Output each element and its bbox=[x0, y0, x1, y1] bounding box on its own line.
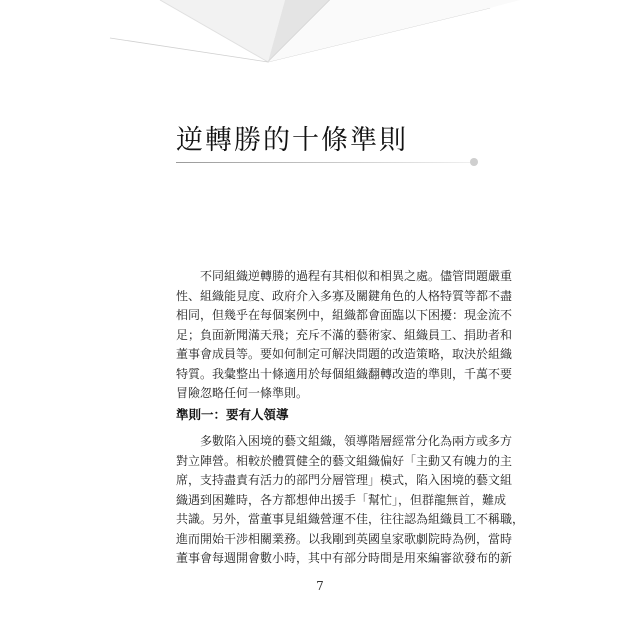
intro-line: 性、組織能見度、政府介入多寡及關鍵角色的人格特質等都不盡 bbox=[176, 288, 513, 303]
section-line: 多數陷入困境的藝文組織，領導階層經常分化為兩方或多方 bbox=[200, 434, 513, 448]
intro-line: 相同，但幾乎在每個案例中，組織都會面臨以下困擾：現金流不 bbox=[176, 308, 513, 322]
decorative-corner-graphic bbox=[0, 0, 640, 120]
section-heading: 準則一：要有人領導 bbox=[176, 407, 289, 422]
section-line: 對立陣營。相較於體質健全的藝文組織偏好「主動又有魄力的主 bbox=[176, 453, 513, 468]
title-underline-dot bbox=[470, 158, 478, 166]
page-number: 7 bbox=[316, 579, 324, 593]
section-line: 席，支持盡責有活力的部門分層管理」模式，陷入困境的藝文組 bbox=[176, 473, 513, 487]
intro-paragraph bbox=[176, 267, 513, 404]
section-line: 董事會每週開會數小時，其中有部分時間是用來編審欲發布的新 bbox=[176, 551, 513, 565]
intro-line: 特質。我彙整出十條適用於每個組織翻轉改造的準則，千萬不要 bbox=[176, 366, 513, 381]
title-underline bbox=[176, 162, 476, 163]
chapter-title: 逆轉勝的十條準則 bbox=[176, 125, 408, 156]
intro-line: 董事會成員等。要如何制定可解決問題的改造策略，取決於組織 bbox=[176, 347, 513, 361]
intro-line: 足；負面新聞滿天飛；充斥不滿的藝術家、組織員工、捐助者和 bbox=[176, 327, 513, 342]
section-line: 進而開始干涉相關業務。以我剛到英國皇家歌劇院時為例，當時 bbox=[176, 531, 513, 546]
section-line: 織遇到困難時，各方都想伸出援手「幫忙」，但群龍無首，難成 bbox=[176, 492, 507, 507]
intro-line: 不同組織逆轉勝的過程有其相似和相異之處。儘管問題嚴重 bbox=[200, 269, 513, 283]
section-paragraph bbox=[176, 432, 525, 569]
intro-line: 冒險忽略任何一條準則。 bbox=[176, 386, 309, 400]
section-line: 共識。另外，當董事見組織營運不佳，往往認為組織員工不稱職， bbox=[176, 512, 525, 526]
